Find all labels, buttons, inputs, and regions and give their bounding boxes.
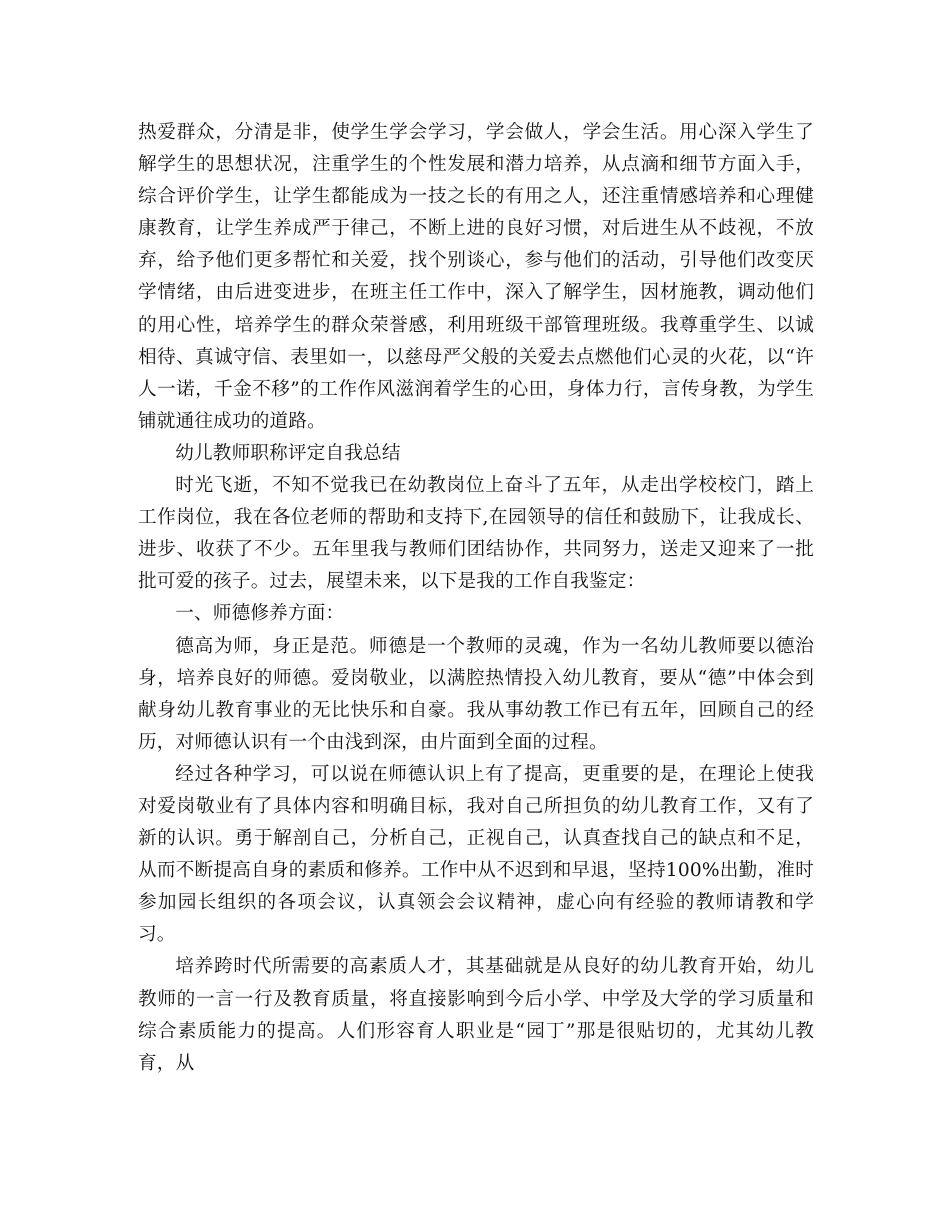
section-heading-ethics: 一、师德修养方面： xyxy=(175,603,345,625)
paragraph-talent: 培养跨时代所需要的高素质人才，其基础就是从良好的幼儿教育开始，幼儿教师的一言一行及教育质量，将直接影响到今后小学、中学及大学的学习质量和综合素质能力的提高。人们形容育人职业是“园丁”那是很贴切的，尤其幼儿教育，从 xyxy=(138,956,814,1074)
paragraph-study: 经过各种学习，可以说在师德认识上有了提高，更重要的是，在理论上使我对爱岗敬业有了具体内容和明确目标，我对自己所担负的幼儿教育工作，又有了新的认识。勇于解剖自己，分析自己，正视自己，认真查找自己的缺点和不足，从而不断提高自身的素质和修养。工作中从不迟到和早退，坚持100%出勤，准时参加园长组织的各项会议，认真领会会议精神，虚心向有经验的教师请教和学习。 xyxy=(138,763,814,946)
section-title: 幼儿教师职称评定自我总结 xyxy=(175,442,401,464)
paragraph-intro: 时光飞逝，不知不觉我已在幼教岗位上奋斗了五年，从走出学校校门，踏上工作岗位，我在各位老师的帮助和支持下,在园领导的信任和鼓励下，让我成长、进步、收获了不少。五年里我与教师们团结协作，共同努力，送走又迎来了一批批可爱的孩子。过去，展望未来，以下是我的工作自我鉴定： xyxy=(138,475,814,593)
paragraph-ethics: 德高为师，身正是范。师德是一个教师的灵魂，作为一名幼儿教师要以德治身，培养良好的师德。爱岗敬业，以满腔热情投入幼儿教育，要从“德”中体会到献身幼儿教育事业的无比快乐和自豪。我从事幼教工作已有五年，回顾自己的经历，对师德认识有一个由浅到深，由片面到全面的过程。 xyxy=(138,635,814,753)
document-body xyxy=(138,117,814,1080)
paragraph-continuation: 热爱群众，分清是非，使学生学会学习，学会做人，学会生活。用心深入学生了解学生的思想状况，注重学生的个性发展和潜力培养，从点滴和细节方面入手，综合评价学生，让学生都能成为一技之长的有用之人，还注重情感培养和心理健康教育，让学生养成严于律己，不断上进的良好习惯，对后进生从不歧视，不放弃，给予他们更多帮忙和关爱，找个别谈心，参与他们的活动，引导他们改变厌学情绪，由后进变进步，在班主任工作中，深入了解学生，因材施教，调动他们的用心性，培养学生的群众荣誉感，利用班级干部管理班级。我尊重学生、以诚相待、真诚守信、表里如一，以慈母严父般的关爱去点燃他们心灵的火花，以“许人一诺，千金不移”的工作作风滋润着学生的心田，身体力行，言传身教，为学生铺就通往成功的道路。 xyxy=(138,122,814,432)
